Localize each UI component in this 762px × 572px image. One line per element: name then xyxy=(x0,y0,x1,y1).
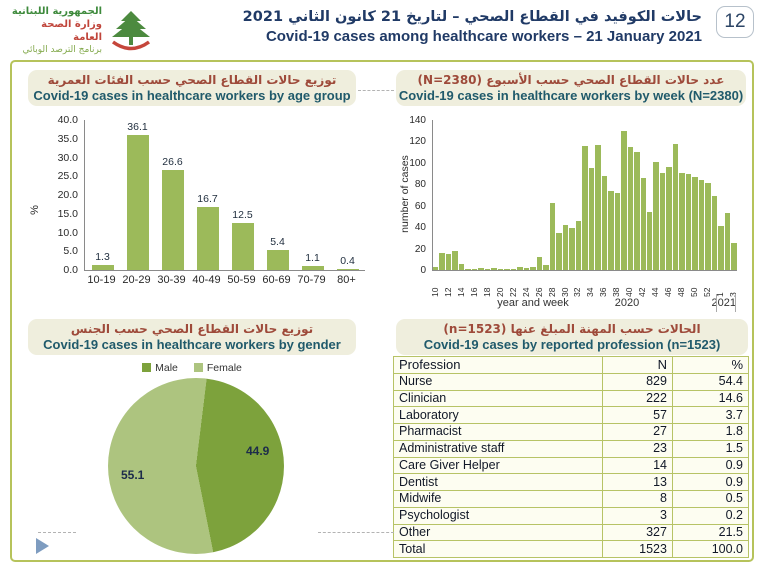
age-y-tick: 15.0 xyxy=(57,207,78,220)
female-slice-value: 55.1 xyxy=(121,468,145,482)
week-tick-label: 26 xyxy=(533,287,544,297)
week-tick-slot xyxy=(520,271,531,297)
percent-cell: 0.2 xyxy=(672,507,748,524)
bar-value-label: 1.3 xyxy=(95,251,110,264)
week-tick-slot xyxy=(689,271,700,297)
week-tick-slot xyxy=(572,271,583,297)
age-bar-chart xyxy=(28,112,372,312)
percent-cell: 0.5 xyxy=(672,491,748,508)
bar-value-label: 1.1 xyxy=(305,251,320,264)
axis-end-line xyxy=(735,294,736,312)
week-x-axis-title: year and week xyxy=(497,297,569,309)
week-tick-slot xyxy=(559,271,570,297)
bar xyxy=(498,269,503,270)
table-row xyxy=(394,491,749,508)
bar xyxy=(543,265,548,270)
dashed-guide xyxy=(358,90,394,91)
dashboard-board xyxy=(10,60,754,562)
percent-cell: 0.9 xyxy=(672,457,748,474)
table-row xyxy=(394,440,749,457)
week-y-axis-label: number of cases xyxy=(399,155,411,233)
age-category-label: 60-69 xyxy=(262,274,291,286)
gender-panel-title-english: Covid-19 cases in healthcare workers by gender xyxy=(43,337,341,352)
week-y-tick: 40 xyxy=(414,222,426,234)
age-panel-title-english: Covid-19 cases in healthcare workers by age group xyxy=(33,88,351,103)
bar xyxy=(232,223,254,270)
week-tick-label: 1 xyxy=(714,292,725,297)
age-category-label: 80+ xyxy=(337,274,356,286)
dashed-guide xyxy=(38,532,76,533)
female-legend-swatch xyxy=(194,363,203,372)
age-category-label: 70-79 xyxy=(297,274,326,286)
week-tick-label: 50 xyxy=(689,287,700,297)
age-x-axis-labels xyxy=(84,274,364,286)
bar xyxy=(731,243,736,270)
bar xyxy=(628,147,633,270)
week-tick-slot xyxy=(714,271,725,297)
profession-cell: Other xyxy=(394,524,603,541)
table-row xyxy=(394,524,749,541)
table-row xyxy=(394,424,749,441)
table-row xyxy=(394,507,749,524)
week-tick-label: 38 xyxy=(611,287,622,297)
week-tick-slot xyxy=(585,271,596,297)
count-cell: 27 xyxy=(603,424,673,441)
week-tick-label: 12 xyxy=(442,287,453,297)
report-title-english: Covid-19 cases among healthcare workers – 21 January 2021 xyxy=(265,28,702,45)
bar xyxy=(92,265,114,270)
bar xyxy=(647,212,652,270)
age-y-tick: 25.0 xyxy=(57,170,78,183)
report-title-arabic: حالات الكوفيد في القطاع الصحي – لتاريخ 21 كانون الثاني 2021 xyxy=(242,9,702,25)
week-tick-slot xyxy=(676,271,687,297)
ministry-line-moph: وزارة الصحة العامة xyxy=(41,19,102,43)
week-y-tick: 120 xyxy=(409,136,426,148)
week-tick-slot xyxy=(650,271,661,297)
column-header: N xyxy=(603,357,673,374)
age-category-label: 10-19 xyxy=(87,274,116,286)
ministry-header xyxy=(10,5,153,57)
bar-value-label: 12.5 xyxy=(232,209,253,222)
bar xyxy=(679,173,684,271)
profession-table-wrap xyxy=(393,356,749,558)
age-y-axis-label: % xyxy=(28,205,41,215)
year-separator-line xyxy=(716,294,717,312)
age-y-tick: 20.0 xyxy=(57,189,78,201)
age-y-tick: 30.0 xyxy=(57,151,78,164)
week-panel-title-english: Covid-19 cases in healthcare workers by week (N=2380) xyxy=(398,88,744,103)
ministry-line-republic: الجمهورية اللبنانية xyxy=(11,6,102,17)
percent-cell: 0.9 xyxy=(672,474,748,491)
bar xyxy=(465,269,470,270)
legend-female xyxy=(194,362,242,374)
week-y-tick: 60 xyxy=(414,200,426,212)
week-tick-label: 14 xyxy=(455,287,466,297)
week-tick-label: 16 xyxy=(468,287,479,297)
bar xyxy=(267,250,289,270)
bar xyxy=(576,221,581,270)
bar xyxy=(705,183,710,270)
bar xyxy=(692,177,697,270)
bar xyxy=(621,131,626,270)
bar xyxy=(452,251,457,270)
week-tick-slot xyxy=(663,271,674,297)
age-plot-area xyxy=(84,120,365,271)
bar-group xyxy=(301,252,325,270)
bar xyxy=(615,193,620,270)
week-panel-title-arabic: عدد حالات القطاع الصحي حسب الأسبوع (N=2380) xyxy=(417,73,725,87)
bar-group xyxy=(126,121,150,270)
age-y-tick: 35.0 xyxy=(57,132,78,145)
profession-table xyxy=(393,356,749,558)
bar xyxy=(556,233,561,271)
percent-cell: 1.8 xyxy=(672,424,748,441)
bar xyxy=(660,173,665,271)
bar-value-label: 5.4 xyxy=(270,235,285,248)
week-year-band xyxy=(432,297,736,313)
bar-group xyxy=(196,193,220,270)
week-tick-label: 24 xyxy=(520,287,531,297)
moph-cedar-logo xyxy=(109,8,153,54)
week-tick-label: 22 xyxy=(507,287,518,297)
count-cell: 57 xyxy=(603,407,673,424)
legend-male xyxy=(142,362,178,374)
week-tick-label: 10 xyxy=(430,287,440,297)
week-tick-slot xyxy=(624,271,635,297)
bar xyxy=(582,146,587,270)
week-plot-area xyxy=(432,120,737,271)
bar xyxy=(337,269,359,271)
week-tick-label: 42 xyxy=(637,287,648,297)
bar xyxy=(302,266,324,270)
bar xyxy=(608,191,613,270)
week-tick-label: 52 xyxy=(702,287,713,297)
count-cell: 829 xyxy=(603,373,673,390)
profession-cell: Laboratory xyxy=(394,407,603,424)
week-tick-label: 28 xyxy=(546,287,557,297)
week-tick-slot xyxy=(598,271,609,297)
week-panel-title xyxy=(396,70,746,106)
percent-cell: 21.5 xyxy=(672,524,748,541)
bar xyxy=(725,213,730,270)
week-bar-chart xyxy=(392,110,750,315)
week-y-tick: 140 xyxy=(409,115,426,126)
age-category-label: 30-39 xyxy=(157,274,186,286)
week-tick-label: 32 xyxy=(572,287,583,297)
bar xyxy=(550,203,555,271)
ministry-line-esu: برنامج الترصد الوبائي xyxy=(22,45,102,55)
table-row xyxy=(394,390,749,407)
age-category-label: 20-29 xyxy=(122,274,151,286)
count-cell: 23 xyxy=(603,440,673,457)
bar xyxy=(712,196,717,270)
week-tick-slot xyxy=(702,271,713,297)
week-y-tick: 20 xyxy=(414,243,426,255)
count-cell: 1523 xyxy=(603,541,673,558)
count-cell: 327 xyxy=(603,524,673,541)
age-category-label: 40-49 xyxy=(192,274,221,286)
page-number-box xyxy=(716,6,754,38)
week-tick-slot xyxy=(533,271,544,297)
profession-panel-title-english: Covid-19 cases by reported profession (n=1523) xyxy=(423,337,721,352)
bar xyxy=(478,268,483,270)
bar-value-label: 36.1 xyxy=(127,120,148,133)
age-y-tick: 40.0 xyxy=(57,114,78,126)
age-y-tick: 0.0 xyxy=(63,264,78,276)
bar-group xyxy=(336,255,360,271)
bar xyxy=(666,167,671,270)
bar-value-label: 16.7 xyxy=(197,193,218,206)
week-y-tick: 0 xyxy=(420,265,426,276)
bar xyxy=(569,228,574,270)
bar xyxy=(162,170,184,270)
table-row xyxy=(394,373,749,390)
week-tick-slot xyxy=(468,271,479,297)
percent-cell: 100.0 xyxy=(672,541,748,558)
count-cell: 13 xyxy=(603,474,673,491)
male-slice-value: 44.9 xyxy=(246,444,270,458)
bar xyxy=(537,257,542,270)
bar xyxy=(673,144,678,270)
bar-group xyxy=(231,209,255,270)
male-legend-swatch xyxy=(142,363,151,372)
bar xyxy=(491,268,496,270)
table-row xyxy=(394,407,749,424)
bar-group xyxy=(161,156,185,270)
gender-pie-chart xyxy=(108,378,284,554)
week-tick-slot xyxy=(637,271,648,297)
column-header: Profession xyxy=(394,357,603,374)
week-tick-slot xyxy=(494,271,505,297)
profession-cell: Administrative staff xyxy=(394,440,603,457)
ministry-name xyxy=(10,5,102,57)
bar-value-label: 26.6 xyxy=(162,156,183,169)
count-cell: 3 xyxy=(603,507,673,524)
bar xyxy=(602,176,607,270)
dashed-guide xyxy=(318,532,394,533)
table-row xyxy=(394,474,749,491)
age-panel-title-arabic: توزيع حالات القطاع الصحي حسب الفئات العمرية xyxy=(47,73,337,87)
bar xyxy=(589,168,594,270)
bar xyxy=(472,269,477,270)
table-header-row xyxy=(394,357,749,374)
profession-cell: Pharmacist xyxy=(394,424,603,441)
bar xyxy=(699,180,704,270)
bar xyxy=(127,135,149,270)
report-title xyxy=(243,7,702,47)
bar xyxy=(718,226,723,270)
profession-cell: Midwife xyxy=(394,491,603,508)
table-row xyxy=(394,541,749,558)
bar-value-label: 0.4 xyxy=(340,254,355,267)
count-cell: 14 xyxy=(603,457,673,474)
profession-cell: Dentist xyxy=(394,474,603,491)
gender-legend xyxy=(28,362,356,374)
year-label-2021: 2021 xyxy=(711,297,736,309)
bar xyxy=(433,267,438,270)
bar xyxy=(511,269,516,270)
week-tick-slot xyxy=(432,271,438,297)
week-y-tick: 100 xyxy=(409,157,426,169)
count-cell: 222 xyxy=(603,390,673,407)
week-tick-label: 40 xyxy=(624,287,635,297)
page-number: 12 xyxy=(724,11,746,32)
week-tick-label: 44 xyxy=(650,287,661,297)
male-legend-label: Male xyxy=(155,362,178,374)
bar-group xyxy=(266,236,290,270)
percent-cell: 1.5 xyxy=(672,440,748,457)
week-tick-label: 34 xyxy=(585,287,596,297)
bar xyxy=(530,267,535,270)
year-label-2020: 2020 xyxy=(614,297,640,309)
profession-cell: Psychologist xyxy=(394,507,603,524)
week-tick-slot xyxy=(546,271,557,297)
bar xyxy=(563,225,568,270)
week-tick-slot xyxy=(507,271,518,297)
percent-cell: 54.4 xyxy=(672,373,748,390)
bar xyxy=(446,254,451,270)
profession-panel-title-arabic: الحالات حسب المهنة المبلغ عنها (n=1523) xyxy=(443,322,701,336)
bar xyxy=(686,174,691,270)
week-tick-label: 46 xyxy=(663,287,674,297)
week-tick-slot xyxy=(455,271,466,297)
bar xyxy=(197,207,219,270)
week-tick-label: 48 xyxy=(676,287,687,297)
bar xyxy=(439,253,444,270)
week-tick-slot xyxy=(481,271,492,297)
week-tick-label: 18 xyxy=(481,287,492,297)
column-header: % xyxy=(672,357,748,374)
week-y-tick: 80 xyxy=(414,179,426,191)
count-cell: 8 xyxy=(603,491,673,508)
week-tick-label: 36 xyxy=(598,287,609,297)
table-row xyxy=(394,457,749,474)
week-tick-label: 30 xyxy=(559,287,570,297)
bar-group xyxy=(91,251,115,270)
bar xyxy=(653,162,658,270)
bar xyxy=(504,269,509,270)
percent-cell: 14.6 xyxy=(672,390,748,407)
bar xyxy=(641,178,646,270)
profession-panel-title xyxy=(396,319,748,355)
age-y-tick: 10.0 xyxy=(57,226,78,239)
gender-panel-title xyxy=(28,319,356,355)
bar xyxy=(524,268,529,270)
profession-cell: Total xyxy=(394,541,603,558)
week-tick-slot xyxy=(611,271,622,297)
week-tick-label: 3 xyxy=(727,292,738,297)
bar xyxy=(485,269,490,270)
age-y-tick: 5.0 xyxy=(63,245,78,258)
gender-panel-title-arabic: توزيع حالات القطاع الصحي حسب الجنس xyxy=(70,322,314,336)
percent-cell: 3.7 xyxy=(672,407,748,424)
age-category-label: 50-59 xyxy=(227,274,256,286)
profession-cell: Care Giver Helper xyxy=(394,457,603,474)
female-legend-label: Female xyxy=(206,362,242,374)
week-tick-label: 20 xyxy=(494,287,505,297)
bar xyxy=(634,152,639,270)
week-tick-slot xyxy=(442,271,453,297)
age-panel-title xyxy=(28,70,356,106)
bar xyxy=(517,267,522,270)
bar xyxy=(595,145,600,270)
play-arrow-icon[interactable] xyxy=(36,538,49,554)
profession-cell: Nurse xyxy=(394,373,603,390)
week-x-axis-labels xyxy=(432,271,736,297)
profession-cell: Clinician xyxy=(394,390,603,407)
bar xyxy=(459,264,464,270)
